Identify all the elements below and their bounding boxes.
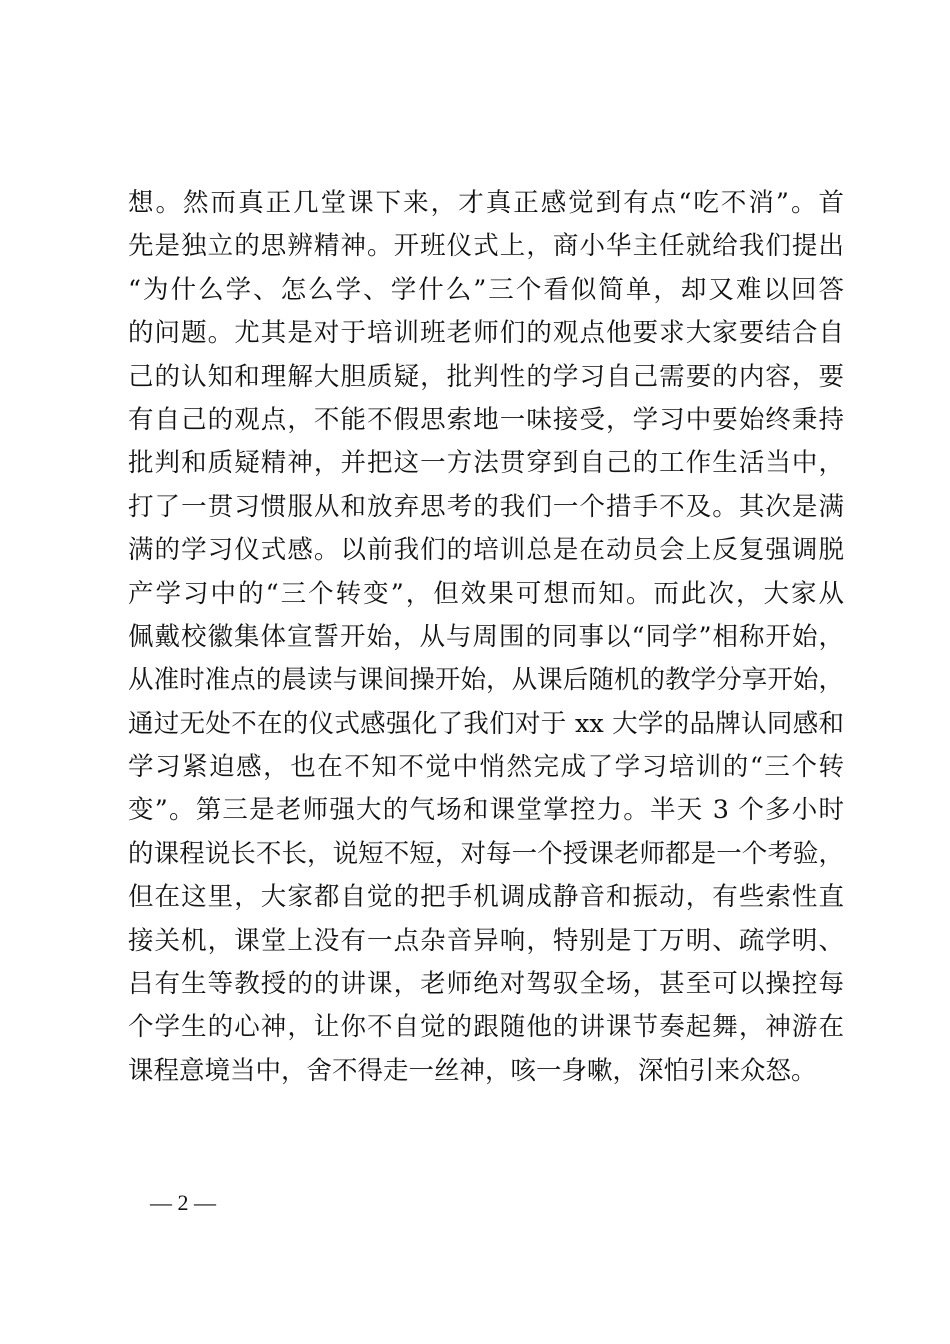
text-line: 佩戴校徽集体宣誓开始，从与周围的同事以“同学”相称开始，: [128, 621, 844, 652]
text-line: 但在这里，大家都自觉的把手机调成静音和振动，有些索性直: [128, 882, 844, 913]
text-line: 个学生的心神，让你不自觉的跟随他的讲课节奏起舞，神游在: [128, 1012, 844, 1043]
text-line: 产学习中的“三个转变”，但效果可想而知。而此次，大家从: [128, 578, 844, 609]
text-line-last: 课程意境当中，舍不得走一丝神，咳一身嗽，深怕引来众怒。: [128, 1055, 817, 1086]
text-line: 先是独立的思辨精神。开班仪式上，商小华主任就给我们提出: [128, 231, 844, 262]
text-line: 的课程说长不长，说短不短，对每一个授课老师都是一个考验，: [128, 838, 844, 869]
body-text: [128, 182, 844, 1093]
text-line: 学习紧迫感，也在不知不觉中悄然完成了学习培训的“三个转: [128, 752, 844, 783]
text-line: 满的学习仪式感。以前我们的培训总是在动员会上反复强调脱: [128, 535, 844, 566]
text-line: 接关机，课堂上没有一点杂音异响，特别是丁万明、疏学明、: [128, 925, 844, 956]
text-line: 批判和质疑精神，并把这一方法贯穿到自己的工作生活当中，: [128, 448, 844, 479]
text-line: 吕有生等教授的的讲课，老师绝对驾驭全场，甚至可以操控每: [128, 969, 844, 1000]
text-line: “为什么学、怎么学、学什么”三个看似简单，却又难以回答: [128, 274, 844, 305]
text-line: 想。然而真正几堂课下来，才真正感觉到有点“吃不消”。首: [128, 188, 844, 218]
text-line: 通过无处不在的仪式感强化了我们对于 xx 大学的品牌认同感和: [128, 708, 844, 739]
text-line: 变”。第三是老师强大的气场和课堂掌控力。半天 3 个多小时: [128, 795, 844, 826]
text-line: 的问题。尤其是对于培训班老师们的观点他要求大家要结合自: [128, 318, 844, 349]
text-line: 从准时准点的晨读与课间操开始，从课后随机的教学分享开始，: [128, 665, 844, 696]
text-line: 有自己的观点，不能不假思索地一味接受，学习中要始终秉持: [128, 404, 844, 435]
text-line: 己的认知和理解大胆质疑，批判性的学习自己需要的内容，要: [128, 361, 844, 392]
text-line: 打了一贯习惯服从和放弃思考的我们一个措手不及。其次是满: [128, 491, 844, 522]
page-number: — 2 —: [150, 1190, 216, 1215]
